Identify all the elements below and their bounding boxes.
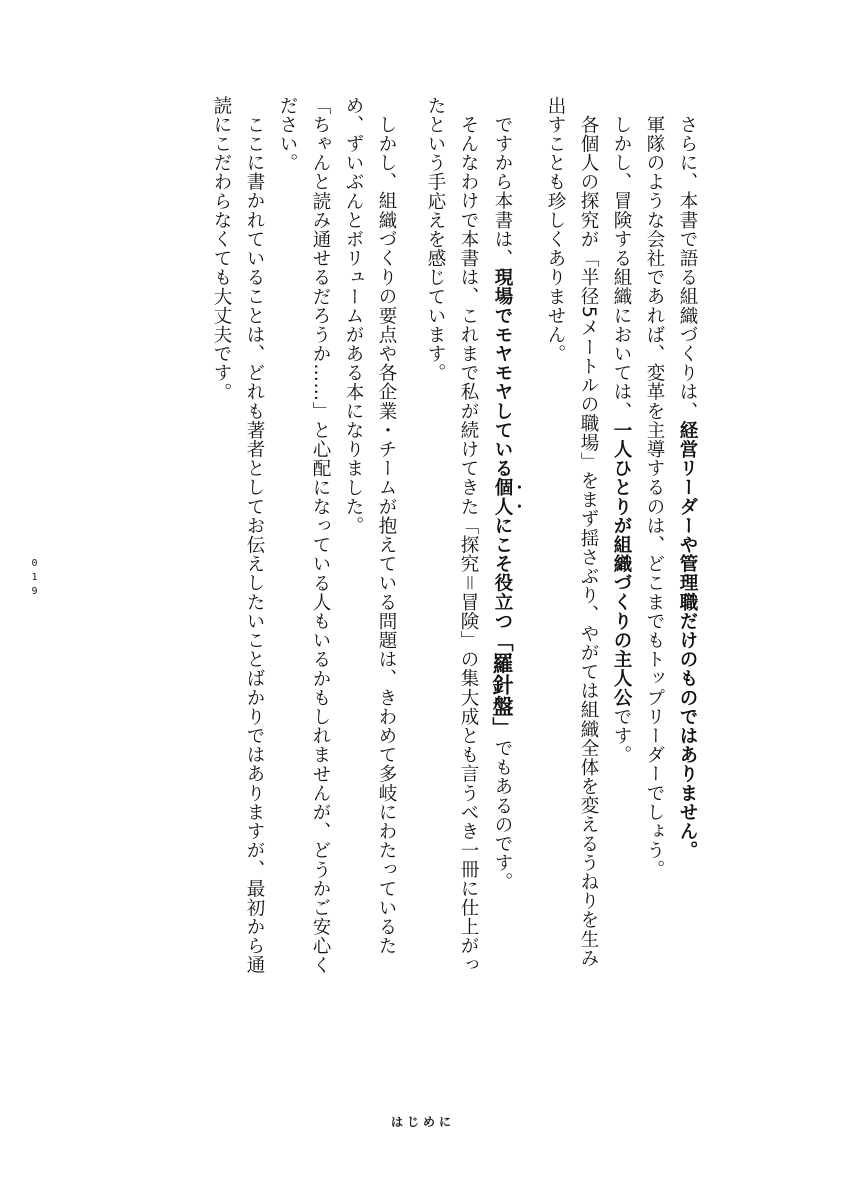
emphasis-frontline: 現場でモヤモヤしている bbox=[492, 267, 513, 478]
paragraph-8 bbox=[271, 96, 337, 986]
paragraph-4 bbox=[539, 96, 605, 986]
paragraph-9 bbox=[205, 96, 271, 986]
running-footer: はじめに bbox=[390, 1115, 455, 1129]
emphasis-leaders: 経営リーダーや管理職だけのものではありません。 bbox=[677, 420, 698, 860]
paragraph-3-tail: です。 bbox=[611, 706, 632, 764]
paragraph-4-text: 各個人の探究が「半径5メートルの職場」をまず揺さぶり、やがては組織全体を変えるうねりを生み出すことも珍しくありません。 bbox=[545, 96, 599, 968]
paragraph-6 bbox=[419, 96, 485, 986]
paragraph-3 bbox=[605, 96, 638, 986]
paragraph-3-text: しかし、冒険する組織においては、 bbox=[611, 114, 632, 421]
paragraph-8-text: 「ちゃんと読み通せるだろうか……」と心配になっている人もいるかもしれませんが、どうかご安心ください。 bbox=[277, 96, 331, 975]
page-number: 019 bbox=[29, 558, 40, 600]
paragraph-5-tail: でもあるのです。 bbox=[492, 738, 513, 892]
emphasis-compass: 「羅針盤」 bbox=[490, 630, 514, 739]
emphasis-protagonist: 一人ひとりが組織づくりの主人公 bbox=[611, 420, 632, 707]
paragraph-6-text: そんなわけで本書は、これまで私が続けてきた「探究＝冒険」の集大成とも言うべき一冊に仕上がったという手応えを感じています。 bbox=[425, 96, 479, 974]
paragraph-1 bbox=[671, 96, 704, 986]
paragraph-7-text: しかし、組織づくりの要点や各企業・チームが抱えている問題は、きわめて多岐にわたっているため、ずいぶんとボリュームがある本になりました。 bbox=[343, 96, 397, 955]
paragraph-1-text: さらに、本書で語る組織づくりは、 bbox=[677, 114, 698, 421]
paragraph-9-text: ここに書かれていることは、どれも著者としてお伝えしたいことばかりではありますが、最初から通読にこだわらなくても大丈夫です。 bbox=[211, 96, 265, 974]
paragraph-5-text: ですから本書は、 bbox=[492, 114, 513, 268]
body-text bbox=[70, 96, 720, 986]
paragraph-5 bbox=[485, 96, 523, 986]
emphasis-useful: にこそ役立つ bbox=[492, 515, 513, 631]
paragraph-2 bbox=[638, 96, 671, 986]
paragraph-7 bbox=[337, 96, 403, 986]
emphasis-individual: 個人 bbox=[492, 477, 513, 516]
paragraph-2-text: 軍隊のような会社であれば、変革を主導するのは、どこまでもトップリーダーでしょう。 bbox=[644, 114, 665, 879]
